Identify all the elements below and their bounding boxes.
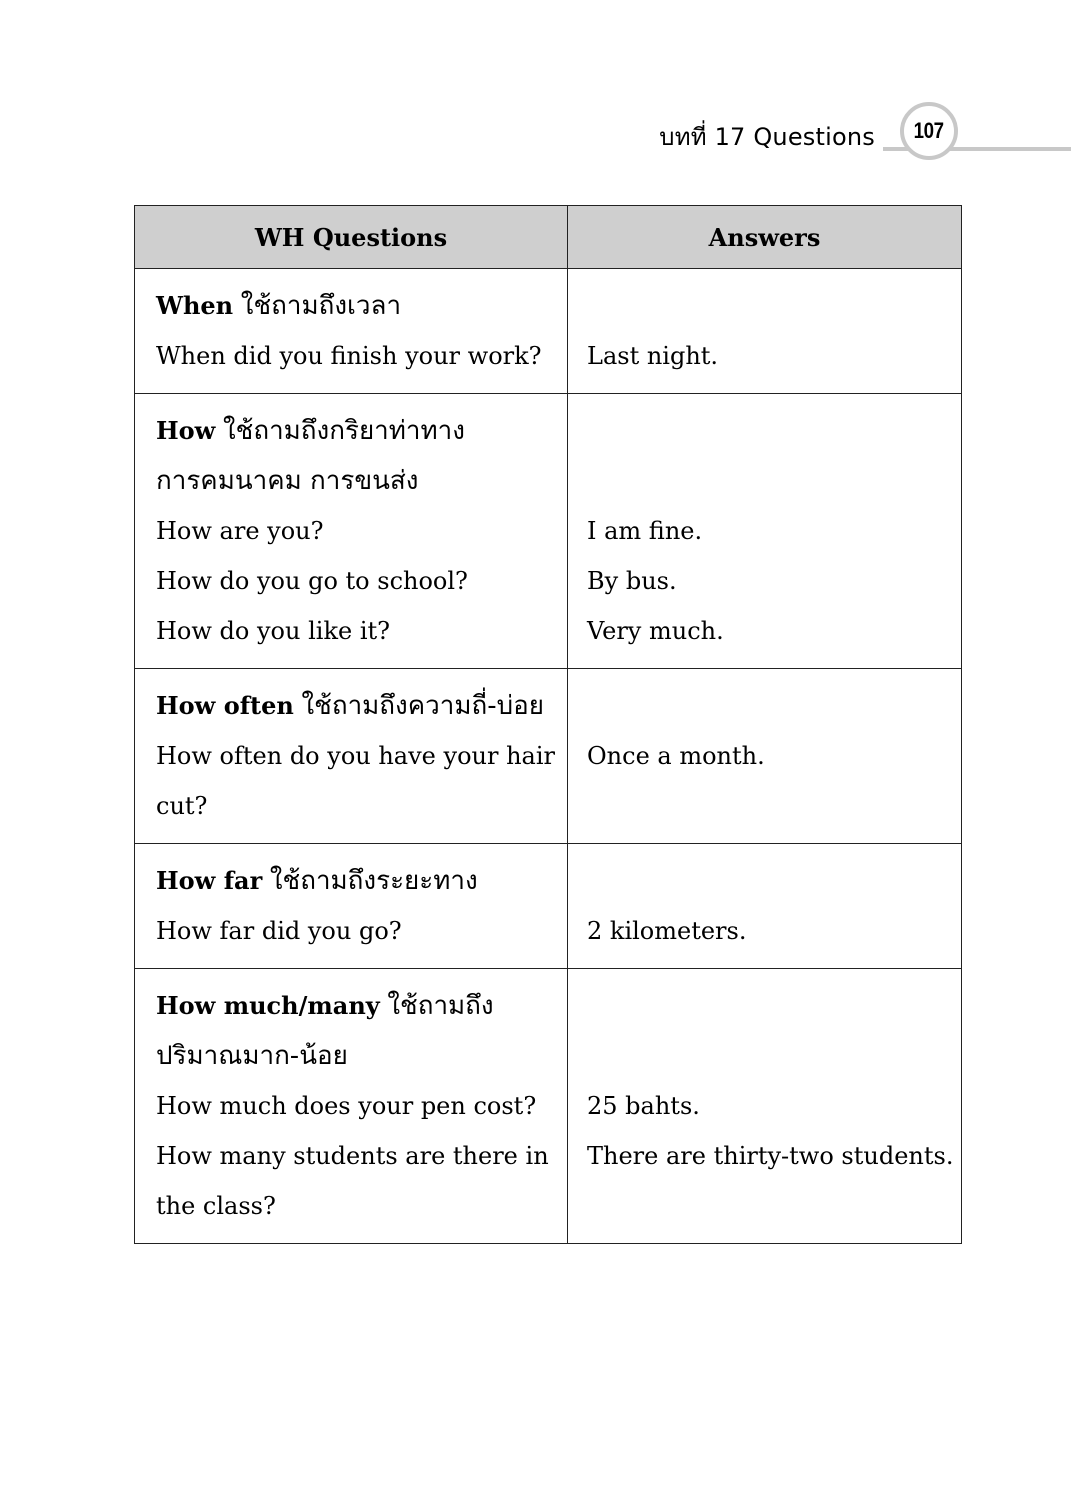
question-line: the class?: [156, 1192, 276, 1220]
question-line: How do you like it?: [156, 617, 390, 645]
question-line: When did you finish your work?: [156, 342, 542, 370]
keyword: How much/many: [156, 991, 380, 1020]
keyword: How often: [156, 691, 294, 720]
table-row: [135, 394, 962, 669]
table-row: [135, 269, 962, 394]
thai-description: ใช้ถามถึงความถี่-บ่อย: [301, 691, 544, 721]
answer-cell: [568, 669, 962, 844]
page-header: [0, 100, 1071, 170]
thai-description-continued: การคมนาคม การขนส่ง: [156, 466, 419, 496]
answer-line: There are thirty-two students.: [587, 1142, 954, 1170]
question-line: How do you go to school?: [156, 567, 468, 595]
answer-cell: [568, 394, 962, 669]
answer-line: Very much.: [587, 617, 724, 645]
question-line: How much does your pen cost?: [156, 1092, 537, 1120]
table-row: [135, 969, 962, 1244]
table-row: [135, 669, 962, 844]
answer-cell: [568, 269, 962, 394]
keyword-line: [135, 406, 567, 456]
question-line: How far did you go?: [156, 917, 402, 945]
keyword: How: [156, 416, 216, 445]
answer-line: 2 kilometers.: [587, 917, 747, 945]
thai-description-continued: ปริมาณมาก-น้อย: [156, 1041, 348, 1071]
question-line: How many students are there in: [156, 1142, 549, 1170]
question-cell: [135, 669, 568, 844]
question-cell: [135, 394, 568, 669]
answer-line: Last night.: [587, 342, 719, 370]
thai-description: ใช้ถามถึง: [387, 991, 494, 1021]
thai-description: ใช้ถามถึงกริยาท่าทาง: [222, 416, 465, 446]
header-answers: Answers: [568, 206, 962, 269]
answer-line: I am fine.: [587, 517, 703, 545]
keyword: When: [156, 291, 234, 320]
answer-line: By bus.: [587, 567, 677, 595]
question-line: How are you?: [156, 517, 324, 545]
header-wh-questions: WH Questions: [135, 206, 568, 269]
answer-cell: [568, 844, 962, 969]
page-number-badge: [900, 102, 958, 160]
keyword-line: [135, 281, 567, 331]
thai-description: ใช้ถามถึงเวลา: [240, 291, 402, 321]
keyword-line: [135, 981, 567, 1031]
page-number: 107: [914, 118, 944, 143]
question-cell: [135, 844, 568, 969]
thai-description: ใช้ถามถึงระยะทาง: [269, 866, 478, 896]
question-line: cut?: [156, 792, 208, 820]
question-line: How often do you have your hair: [156, 742, 555, 770]
keyword: How far: [156, 866, 263, 895]
keyword-line: [135, 681, 567, 731]
answer-line: Once a month.: [587, 742, 765, 770]
question-cell: [135, 969, 568, 1244]
answer-line: 25 bahts.: [587, 1092, 700, 1120]
table-row: [135, 844, 962, 969]
question-cell: [135, 269, 568, 394]
chapter-title: บทที่ 17 Questions: [659, 123, 875, 151]
table-header-row: [135, 206, 962, 269]
answer-cell: [568, 969, 962, 1244]
keyword-line: [135, 856, 567, 906]
wh-questions-table: [134, 205, 962, 1244]
